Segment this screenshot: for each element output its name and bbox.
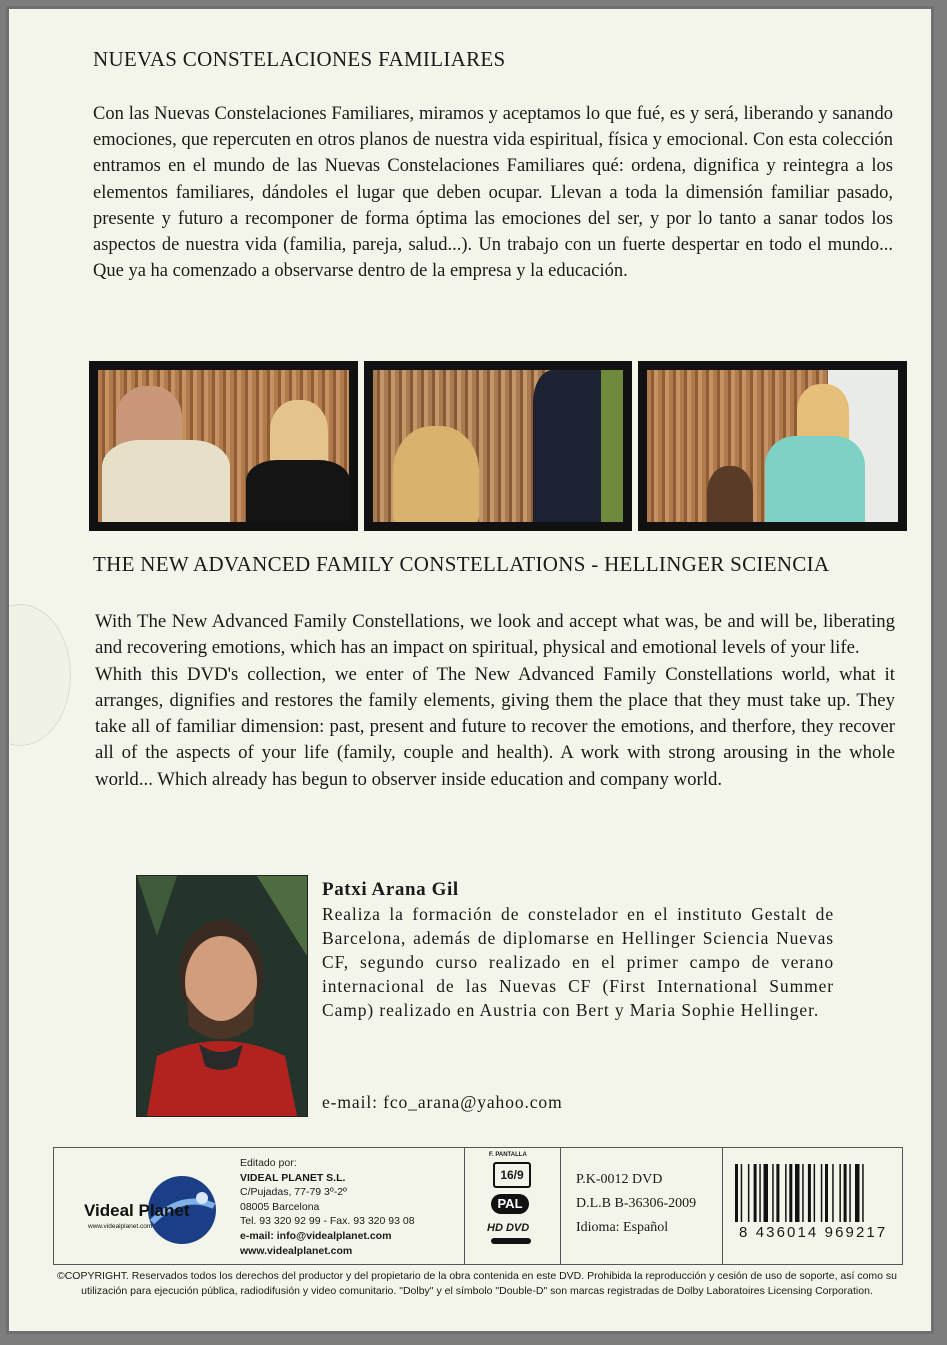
legal-deposit: D.L.B B-36306-2009: [576, 1196, 697, 1211]
english-description: [95, 609, 895, 793]
spanish-title: NUEVAS CONSTELACIONES FAMILIARES: [93, 47, 506, 71]
barcode-icon: [735, 1164, 895, 1226]
author-portrait-image: [137, 876, 307, 1116]
barcode-area: [722, 1148, 903, 1264]
edited-by-label: Editado por:: [240, 1157, 297, 1169]
aspect-ratio-badge: 16/9: [493, 1162, 531, 1188]
author-portrait: [136, 875, 308, 1117]
english-paragraph-2: Whith this DVD's collection, we enter of The New Advanced Family Constellations world, what it arranges, dignifies and restores the family elements, giving them the place that they must take up. They take all of familiar dimension: past, present and future to recover the emotions, and therfore, they recover all of the aspects of your life (family, couple and health). A work with strong arousing in the whole world... Which already has begun to observer inside education and company world.: [95, 663, 895, 790]
spanish-description: Con las Nuevas Constelaciones Familiares, miramos y aceptamos lo que fué, es y será, liberando y sanando emociones, que repercuten en otros planos de nuestra vida espiritual, física y emocional. Con esta colección entramos en el mundo de las Nuevas Constelaciones Familiares qué: ordena, dignifica y reintegra a los elementos familiares, dándoles el lugar que deben ocupar. Llevan a toda la dimensión familiar pasado, presente y futuro a recomponer de forma óptima las emociones del ser, y por lo tanto a sanar todos los aspectos de nuestra vida (familia, pareja, salud...). Un trabajo con un fuerte despertar en todo el mundo... Que ya ha comenzado a observarse dentro de la empresa y la educación.: [93, 104, 893, 282]
screenshot-3: [638, 361, 907, 531]
publisher-name: VIDEAL PLANET S.L.: [240, 1171, 346, 1184]
author-name: Patxi Arana Gil: [322, 879, 459, 900]
publisher-web: www.videalplanet.com: [240, 1244, 353, 1257]
logo-url: www.videalplanet.com: [88, 1223, 153, 1230]
english-paragraph-1: With The New Advanced Family Constellations, we look and accept what was, be and will be, liberating and recovering emotions, which has an impact on spiritual, physical and emotional levels of your life.: [95, 611, 895, 659]
product-reference: P.K-0012 DVD: [576, 1172, 663, 1187]
copyright-notice: ©COPYRIGHT. Reservados todos los derechos del productor y del propietario de la obra contenida en este DVD. Prohibida la reproducción y cesión de uso de soporte, así como su utilización para ejecución pública, radiodifusión y video comunitario. "Dolby" y el símbolo "Double-D" son marcas registradas de Dolby Laboratoires Licensing Corporation.: [56, 1270, 898, 1297]
publisher-phone: Tel. 93 320 92 99 - Fax. 93 320 93 08: [240, 1215, 415, 1228]
catalog-info: [576, 1168, 696, 1240]
author-bio: Realiza la formación de constelador en el instituto Gestalt de Barcelona, además de diplomarse en Hellinger Sciencia Nuevas CF, segundo curso realizado en el primer campo de verano internacional de las Nuevas CF (First International Summer Camp) realizado en Austria con Bert y Maria Sophie Hellinger.: [322, 904, 834, 1020]
hd-dvd-disc-icon: [491, 1238, 531, 1244]
barcode-number: 8 436014 969217: [739, 1224, 888, 1241]
publisher-info: [240, 1156, 415, 1258]
case-tab-notch: [6, 604, 71, 746]
dvd-back-cover: [6, 6, 934, 1334]
videal-planet-logo: [82, 1172, 232, 1248]
screenshot-2-image: [373, 370, 624, 522]
hd-dvd-logo: HD DVD: [487, 1222, 530, 1234]
footer-panel: [53, 1147, 903, 1265]
publisher-address-1: C/Pujadas, 77-79 3º-2º: [240, 1186, 347, 1199]
format-badges: [464, 1148, 561, 1264]
publisher-email: e-mail: info@videalplanet.com: [240, 1229, 392, 1242]
logo-text: Videal Planet: [84, 1201, 190, 1220]
english-title: THE NEW ADVANCED FAMILY CONSTELLATIONS - HELLINGER SCIENCIA: [93, 552, 830, 576]
author-email: e-mail: fco_arana@yahoo.com: [322, 1092, 563, 1112]
publisher-address-2: 08005 Barcelona: [240, 1200, 320, 1213]
screen-label: F. PANTALLA: [489, 1152, 527, 1158]
screenshot-strip: [89, 361, 907, 531]
screenshot-3-image: [647, 370, 898, 522]
pal-badge: PAL: [491, 1194, 529, 1214]
language: Idioma: Español: [576, 1220, 669, 1235]
screenshot-1: [89, 361, 358, 531]
screenshot-1-image: [98, 370, 349, 522]
screenshot-2: [364, 361, 633, 531]
